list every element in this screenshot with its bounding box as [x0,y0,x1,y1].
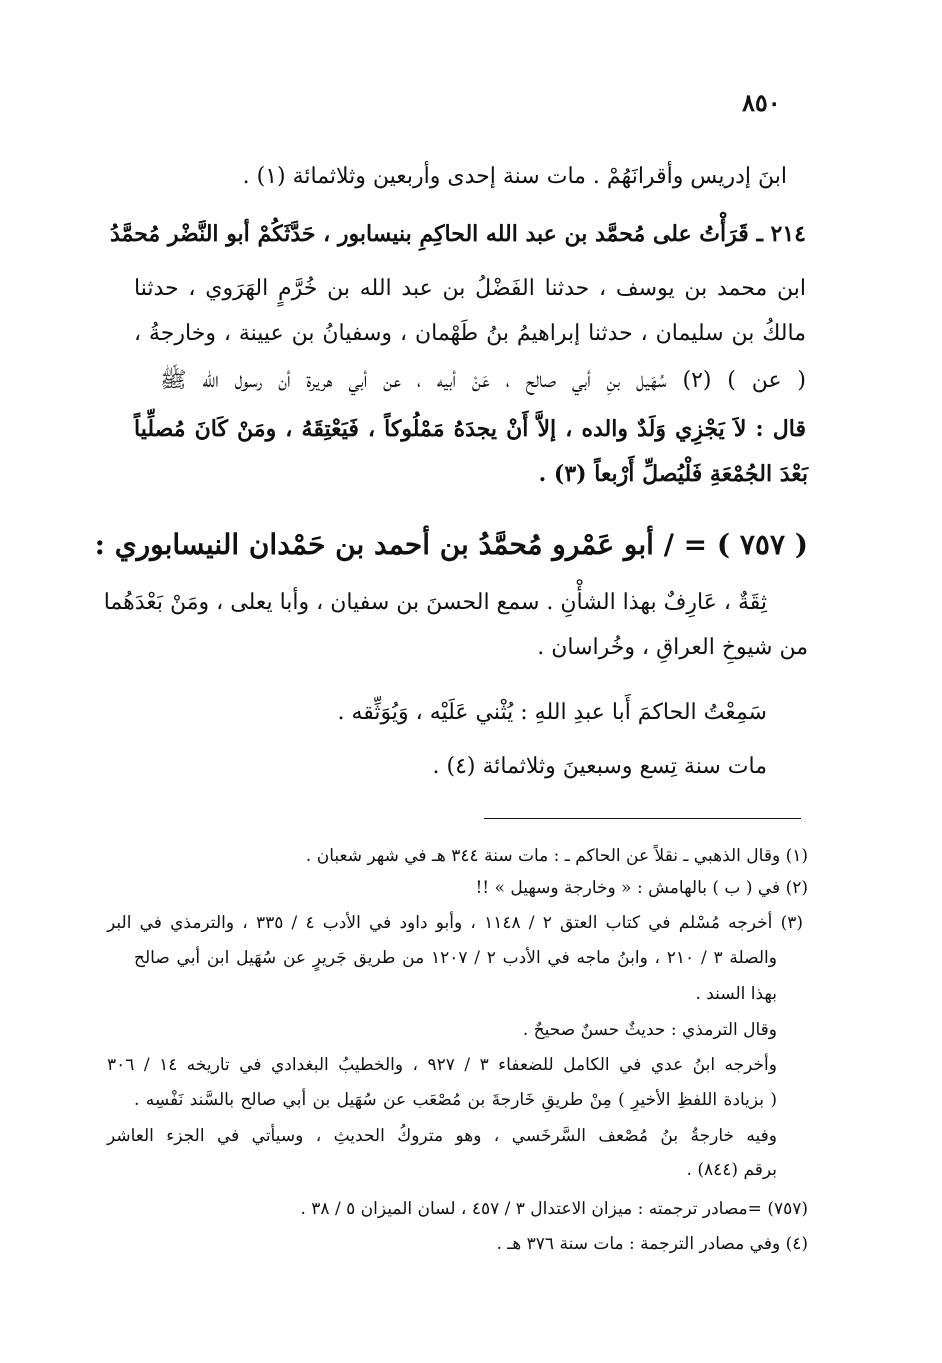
entry-line-2: من شيوخِ العراقِ ، وخُراسان . [537,635,808,660]
entry-line-3: سَمِعْتُ الحاكمَ أَبا عبدِ اللهِ : يُثْني عَلَيْه ، وَيُوَثِّقه . [337,700,767,725]
entry-heading: ( ٧٥٧ ) = / أبو عَمْرو مُحمَّدُ بن أحمد بن حَمْدان النيسابوري : [94,528,808,561]
footnote-2: (٢) في ( ب ) بالهامش : « وخارجة وسهيل » !! [475,878,808,898]
footnote-3-line-3: بهذا السند . [695,984,777,1004]
footnote-3-line-7: وفيه خارجةُ بنُ مُصْعف السَّرخَسي ، وهو متروكُ الحديثِ ، وسيأتي في الجزء العاشر [107,1126,777,1146]
entry-line-4: مات سنة تِسع وسبعينَ وثلاثمائة (٤) . [432,754,767,779]
entry-line-1: ثِقَةٌ ، عَارِفٌ بهذا الشأْنِ . سمع الحسنَ بن سفيان ، وأبا يعلى ، ومَنْ بَعْدَهُما [103,590,767,615]
footnote-3-line-4: وقال الترمذي : حديثٌ حسنٌ صحيحٌ . [522,1020,777,1040]
footnote-3-line-8: برقم (٨٤٤) . [686,1160,777,1180]
hadith-214-line-3: مالكُ بن سليمان ، حدثنا إبراهيمُ بنُ طَهْمان ، وسفيانُ بن عيينة ، وخارجةُ ، [134,321,806,346]
page-number: ٨٥٠ [742,88,781,117]
body-line-1: ابنَ إدريس وأقرانَهُمْ . مات سنة إحدى وأربعين وثلاثمائة (١) . [242,164,787,189]
hadith-214-line-5: قال : لاَ يَجْزِي وَلَدٌ والده ، إلاَّ أَنْ يجدَهُ مَمْلُوكاً ، فَيَعْتِقَهُ ، ومَنْ كَانَ مُصلِّياً [134,416,806,442]
footnote-1: (١) وقال الذهبي ـ نقلاً عن الحاكم ـ : مات سنة ٣٤٤ هـ في شهر شعبان . [305,846,808,866]
footnote-3-line-5: وأخرجه ابنُ عدي في الكامل للضعفاء ٣ / ٩٢٧ ، والخطيبُ البغدادي في تاريخه ١٤ / ٣٠٦ [107,1055,777,1075]
hadith-214-line-4: ( عن ) (٢) سُهَيل بنِ أبي صالح ، عَنْ أبيه ، عن أبي هريرة أن رسول الله ﷺ [160,368,806,393]
footnote-757: (٧٥٧) =مصادر ترجمته : ميزان الاعتدال ٣ / ٤٥٧ ، لسان الميزان ٥ / ٣٨ . [300,1199,808,1219]
footnote-separator [484,818,801,819]
footnote-4: (٤) وفي مصادر الترجمة : مات سنة ٣٧٦ هـ . [496,1234,808,1254]
footnote-3-line-2: والصلة ٣ / ٢١٠ ، وابنُ ماجه في الأدب ٢ / ١٢٠٧ من طريق جَريرٍ عن سُهَيل ابن أبي صالح [134,948,777,968]
footnote-3-line-1: (٣) أخرجه مُسْلم في كتاب العتق ٢ / ١١٤٨ ، وأبو داود في الأدب ٤ / ٣٣٥ ، والترمذي في البر [107,913,803,933]
hadith-214-line-1: ٢١٤ ـ قَرَأْتُ على مُحمَّد بن عبد الله الحاكِمِ بنيسابور ، حَدَّثَكُمْ أبو النَّضْر مُحمَّدُ [109,221,806,247]
hadith-214-line-6: بَعْدَ الجُمْعَةِ فَلْيُصلِّ أَرْبعاً (٣) . [538,461,808,487]
hadith-214-line-2: ابن محمد بن يوسف ، حدثنا الفَضْلُ بن عبد الله بن خُرَّمٍ الهَرَوي ، حدثنا [134,276,806,301]
footnote-3-line-6: ( بزيادة اللفظِ الأخيرِ ) مِنْ طريقِ خَارجةَ بن مُصْعَب عن سُهَيل بن أبي صالح بالسَّند نَفْسِه . [134,1090,777,1110]
